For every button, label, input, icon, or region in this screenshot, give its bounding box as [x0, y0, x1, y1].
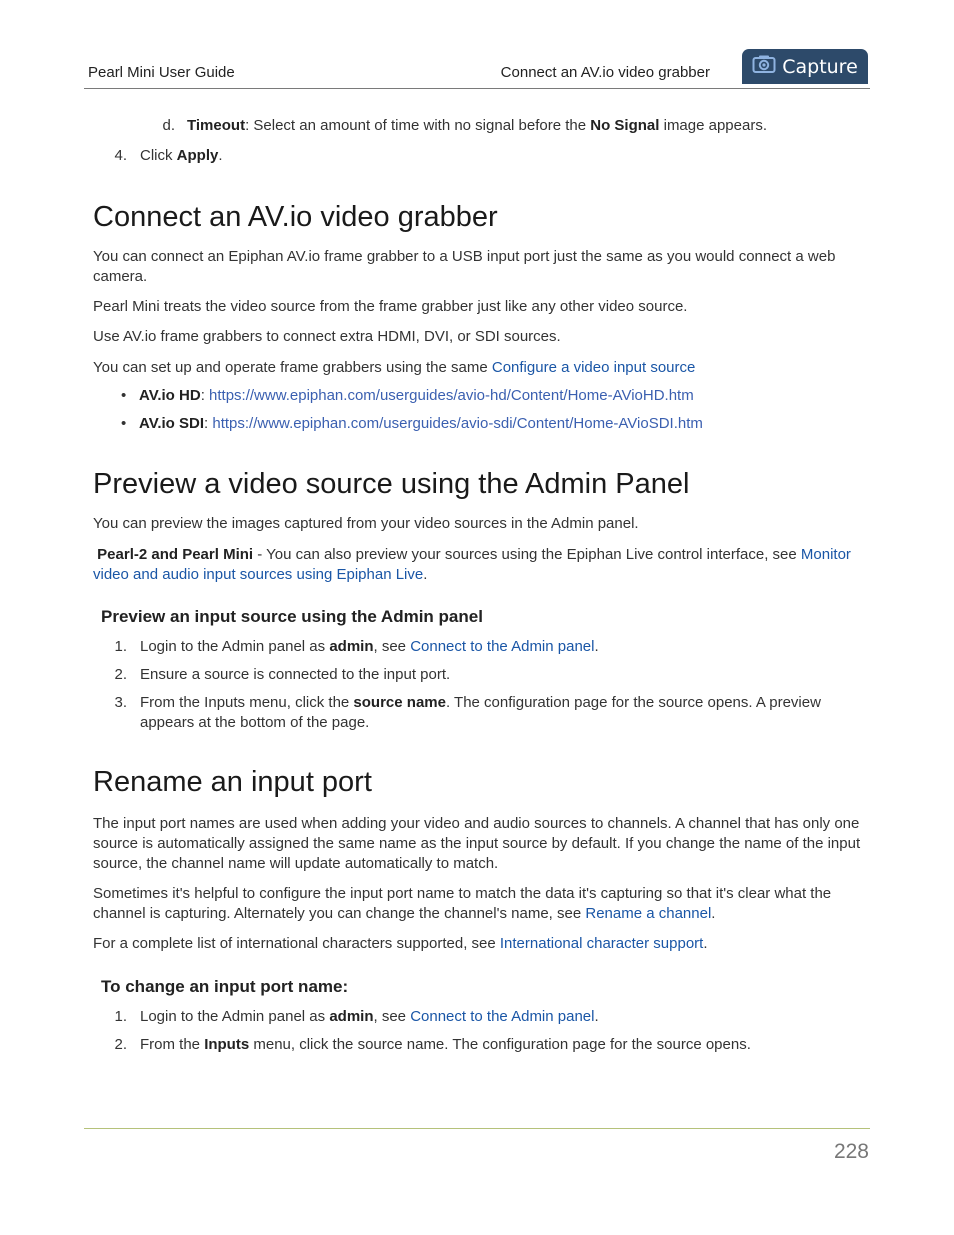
text: menu, click the source name. The configuration page for the source opens. [249, 1036, 751, 1053]
link-connect-admin-panel[interactable]: Connect to the Admin panel [410, 638, 595, 655]
text: . [423, 566, 428, 583]
list-marker: d. [162, 117, 175, 134]
text: For a complete list of international characters supported, see [93, 935, 500, 952]
term: admin [329, 638, 374, 655]
section-heading-rename: Rename an input port [93, 766, 372, 798]
text: From the [140, 1036, 205, 1053]
term: No Signal [590, 117, 660, 134]
list-item-text [140, 693, 862, 733]
text: . [218, 147, 223, 164]
list-item-text [139, 386, 694, 406]
term: Timeout [187, 117, 246, 134]
page-header [84, 48, 870, 89]
text: image appears. [659, 117, 768, 134]
link-connect-admin-panel[interactable]: Connect to the Admin panel [410, 1008, 595, 1025]
list-marker: 2. [114, 666, 127, 683]
term: Pearl-2 and Pearl Mini [97, 546, 254, 563]
link-rename-channel[interactable]: Rename a channel [585, 905, 712, 922]
link-configure-video-input[interactable]: Configure a video input source [491, 359, 696, 376]
term: Inputs [204, 1036, 250, 1053]
list-item-text: Ensure a source is connected to the input port. [140, 666, 451, 683]
footer-divider [84, 1128, 870, 1129]
capture-tab[interactable] [742, 49, 868, 84]
chapter-title: Connect an AV.io video grabber [500, 64, 710, 81]
link-monitor-epiphan-live[interactable]: Monitor video and audio input sources using Epiphan Live [93, 546, 851, 583]
paragraph: Use AV.io frame grabbers to connect extra HDMI, DVI, or SDI sources. [93, 328, 561, 345]
paragraph [93, 545, 863, 585]
paragraph: You can connect an Epiphan AV.io frame grabber to a USB input port just the same as you would connect a web camera. [93, 248, 836, 285]
term: AV.io HD [139, 387, 201, 404]
list-item-text [139, 414, 703, 434]
text: , see [373, 1008, 411, 1025]
paragraph [93, 884, 863, 924]
text: : [204, 415, 213, 432]
capture-tab-label: Capture [782, 55, 858, 78]
text: You can set up and operate frame grabbers using the same [93, 359, 492, 376]
term: source name [353, 694, 446, 711]
paragraph: The input port names are used when adding your video and audio sources to channels. A channel that has only one source is automatically assigned the same name as the input source by default. If you change the name of the input source, the channel name will update automatically to match. [93, 815, 861, 872]
list-item-text [140, 637, 599, 657]
list-item-text [140, 146, 223, 166]
list-marker: 1. [114, 1008, 127, 1025]
text: : [200, 387, 210, 404]
link-international-characters[interactable]: International character support [499, 935, 704, 952]
link-avio-sdi[interactable]: https://www.epiphan.com/userguides/avio-sdi/Content/Home-AVioSDI.htm [212, 415, 703, 432]
term: Apply [176, 147, 219, 164]
text: Login to the Admin panel as [140, 1008, 330, 1025]
link-avio-hd[interactable]: https://www.epiphan.com/userguides/avio-hd/Content/Home-AVioHD.htm [209, 387, 694, 404]
text: . [594, 638, 599, 655]
text: Sometimes it's helpful to configure the input port name to match the data it's capturing so that it's clear what the channel is capturing. Alternately you can change the channel's name, see [93, 885, 832, 922]
paragraph [93, 934, 708, 954]
text: , see [373, 638, 411, 655]
list-marker: 1. [114, 638, 127, 655]
page-number: 228 [833, 1140, 869, 1163]
list-item-text [187, 116, 767, 136]
guide-title: Pearl Mini User Guide [88, 64, 235, 81]
text: . [594, 1008, 599, 1025]
bullet-icon: • [121, 387, 127, 404]
text: . [711, 905, 716, 922]
text: Login to the Admin panel as [140, 638, 330, 655]
term: admin [329, 1008, 374, 1025]
list-marker: 3. [114, 694, 127, 711]
term: AV.io SDI [139, 415, 205, 432]
text: From the Inputs menu, click the [140, 694, 354, 711]
paragraph [93, 358, 695, 378]
bullet-icon: • [121, 415, 127, 432]
subheading-change-port-name: To change an input port name: [101, 977, 349, 996]
text: . The configuration page for the source opens. A preview appears at the bottom of the page. [140, 694, 821, 731]
text: : Select an amount of time with no signal before the [245, 117, 591, 134]
paragraph: You can preview the images captured from your video sources in the Admin panel. [93, 515, 639, 532]
text: . [703, 935, 708, 952]
text: Click [140, 147, 177, 164]
list-item-text [140, 1007, 599, 1027]
list-marker: 2. [114, 1036, 127, 1053]
paragraph: Pearl Mini treats the video source from the frame grabber just like any other video source. [93, 298, 688, 315]
list-item-text [140, 1035, 751, 1055]
section-heading-avio: Connect an AV.io video grabber [93, 201, 498, 233]
text: - You can also preview your sources using the Epiphan Live control interface, see [253, 546, 801, 563]
list-marker: 4. [114, 147, 127, 164]
camera-icon [752, 54, 776, 79]
section-heading-preview: Preview a video source using the Admin Panel [93, 468, 690, 500]
subheading-preview-input: Preview an input source using the Admin panel [101, 607, 483, 626]
